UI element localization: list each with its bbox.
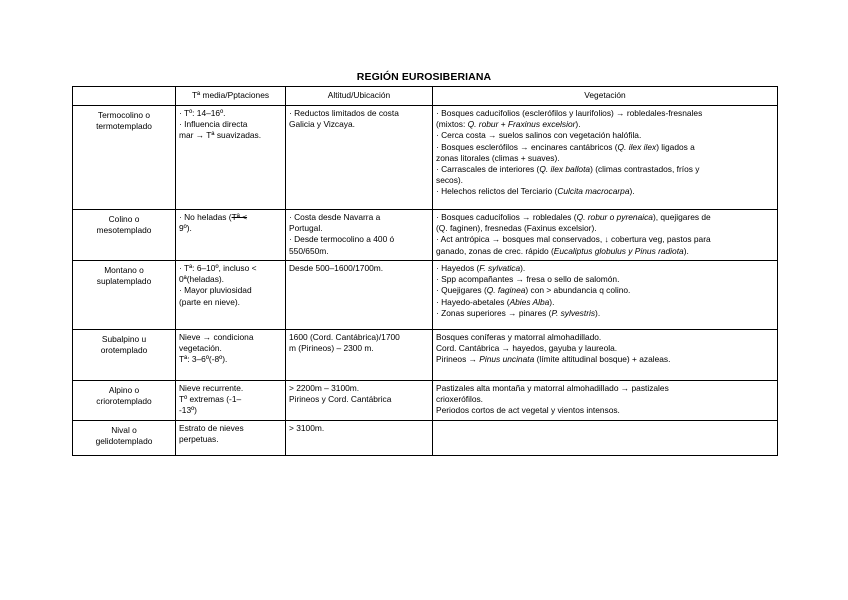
piso-cell: Montano o suplatemplado	[73, 261, 176, 330]
piso-cell: Termocolino o termotemplado	[73, 106, 176, 210]
header-temperatura: Tª media/Pptaciones	[176, 87, 286, 106]
temperatura-cell: · Tª: 6–10º, incluso < 0ª(heladas). · Mayor pluviosidad (parte en nieve).	[176, 261, 286, 330]
altitud-cell: > 2200m – 3100m. Pirineos y Cord. Cantábrica	[286, 381, 433, 421]
table-row	[73, 106, 778, 210]
header-piso	[73, 87, 176, 106]
bioclimatic-table	[72, 86, 778, 456]
altitud-cell: 1600 (Cord. Cantábrica)/1700 m (Pirineos) – 2300 m.	[286, 330, 433, 381]
vegetacion-cell: · Hayedos (F. sylvatica). · Spp acompañantes → fresa o sello de salomón. · Quejigares (Q. faginea) con > abundancia q colino. · Hayedo-abetales (Abies Alba). · Zonas superiores → pinares (P. sylvestris).	[433, 261, 778, 330]
piso-cell: Colino o mesotemplado	[73, 210, 176, 261]
table-row	[73, 421, 778, 456]
vegetacion-cell: · Bosques caducifolios (esclerófilos y laurifolios) → robledales-fresnales (mixtos: Q. robur + Fraxinus excelsior). · Cerca costa → suelos salinos con vegetación halófila. · Bosques esclerófilos → encinares cantábricos (Q. ilex ilex) ligados a zonas litorales (climas + suaves). · Carrascales de interiores (Q. ilex ballota) (climas contrastados, fríos y secos). · Helechos relictos del Terciario (Culcita macrocarpa).	[433, 106, 778, 210]
temperatura-cell: Nieve recurrente. Tº extremas (-1– -13º)	[176, 381, 286, 421]
piso-cell: Nival o gelidotemplado	[73, 421, 176, 456]
strikethrough-text: Tª <	[231, 212, 248, 222]
temperatura-cell: Nieve → condiciona vegetación. Tª: 3–6º(-8º).	[176, 330, 286, 381]
piso-cell: Alpino o criorotemplado	[73, 381, 176, 421]
header-altitud: Altitud/Ubicación	[286, 87, 433, 106]
temperatura-cell: · Tº: 14–16º. · Influencia directa mar → Tª suavizadas.	[176, 106, 286, 210]
altitud-cell: · Reductos limitados de costa Galicia y Vizcaya.	[286, 106, 433, 210]
altitud-cell: > 3100m.	[286, 421, 433, 456]
temperatura-cell: · No heladas (Tª < 9º).	[176, 210, 286, 261]
vegetacion-cell: Bosques coníferas y matorral almohadillado. Cord. Cantábrica → hayedos, gayuba y laureola. Pirineos → Pinus uncinata (límite altitudinal bosque) + azaleas.	[433, 330, 778, 381]
vegetacion-cell: · Bosques caducifolios → robledales (Q. robur o pyrenaica), quejigares de (Q. faginen), fresnedas (Faxinus excelsior). · Act antrópica → bosques mal conservados, ↓ cobertura veg, pastos para ganado, zonas de crec. rápido (Eucaliptus globulus y Pinus radiota).	[433, 210, 778, 261]
temperatura-cell: Estrato de nieves perpetuas.	[176, 421, 286, 456]
altitud-cell: Desde 500–1600/1700m.	[286, 261, 433, 330]
header-row	[73, 87, 778, 106]
table-row	[73, 210, 778, 261]
header-vegetacion: Vegetación	[433, 87, 778, 106]
vegetacion-cell: Pastizales alta montaña y matorral almohadillado → pastizales crioxerófilos. Periodos cortos de act vegetal y vientos intensos.	[433, 381, 778, 421]
table-row	[73, 261, 778, 330]
piso-cell: Subalpino u orotemplado	[73, 330, 176, 381]
table-row	[73, 381, 778, 421]
vegetacion-cell	[433, 421, 778, 456]
altitud-cell: · Costa desde Navarra a Portugal. · Desde termocolino a 400 ó 550/650m.	[286, 210, 433, 261]
table-row	[73, 330, 778, 381]
page-title: REGIÓN EUROSIBERIANA	[356, 71, 492, 83]
